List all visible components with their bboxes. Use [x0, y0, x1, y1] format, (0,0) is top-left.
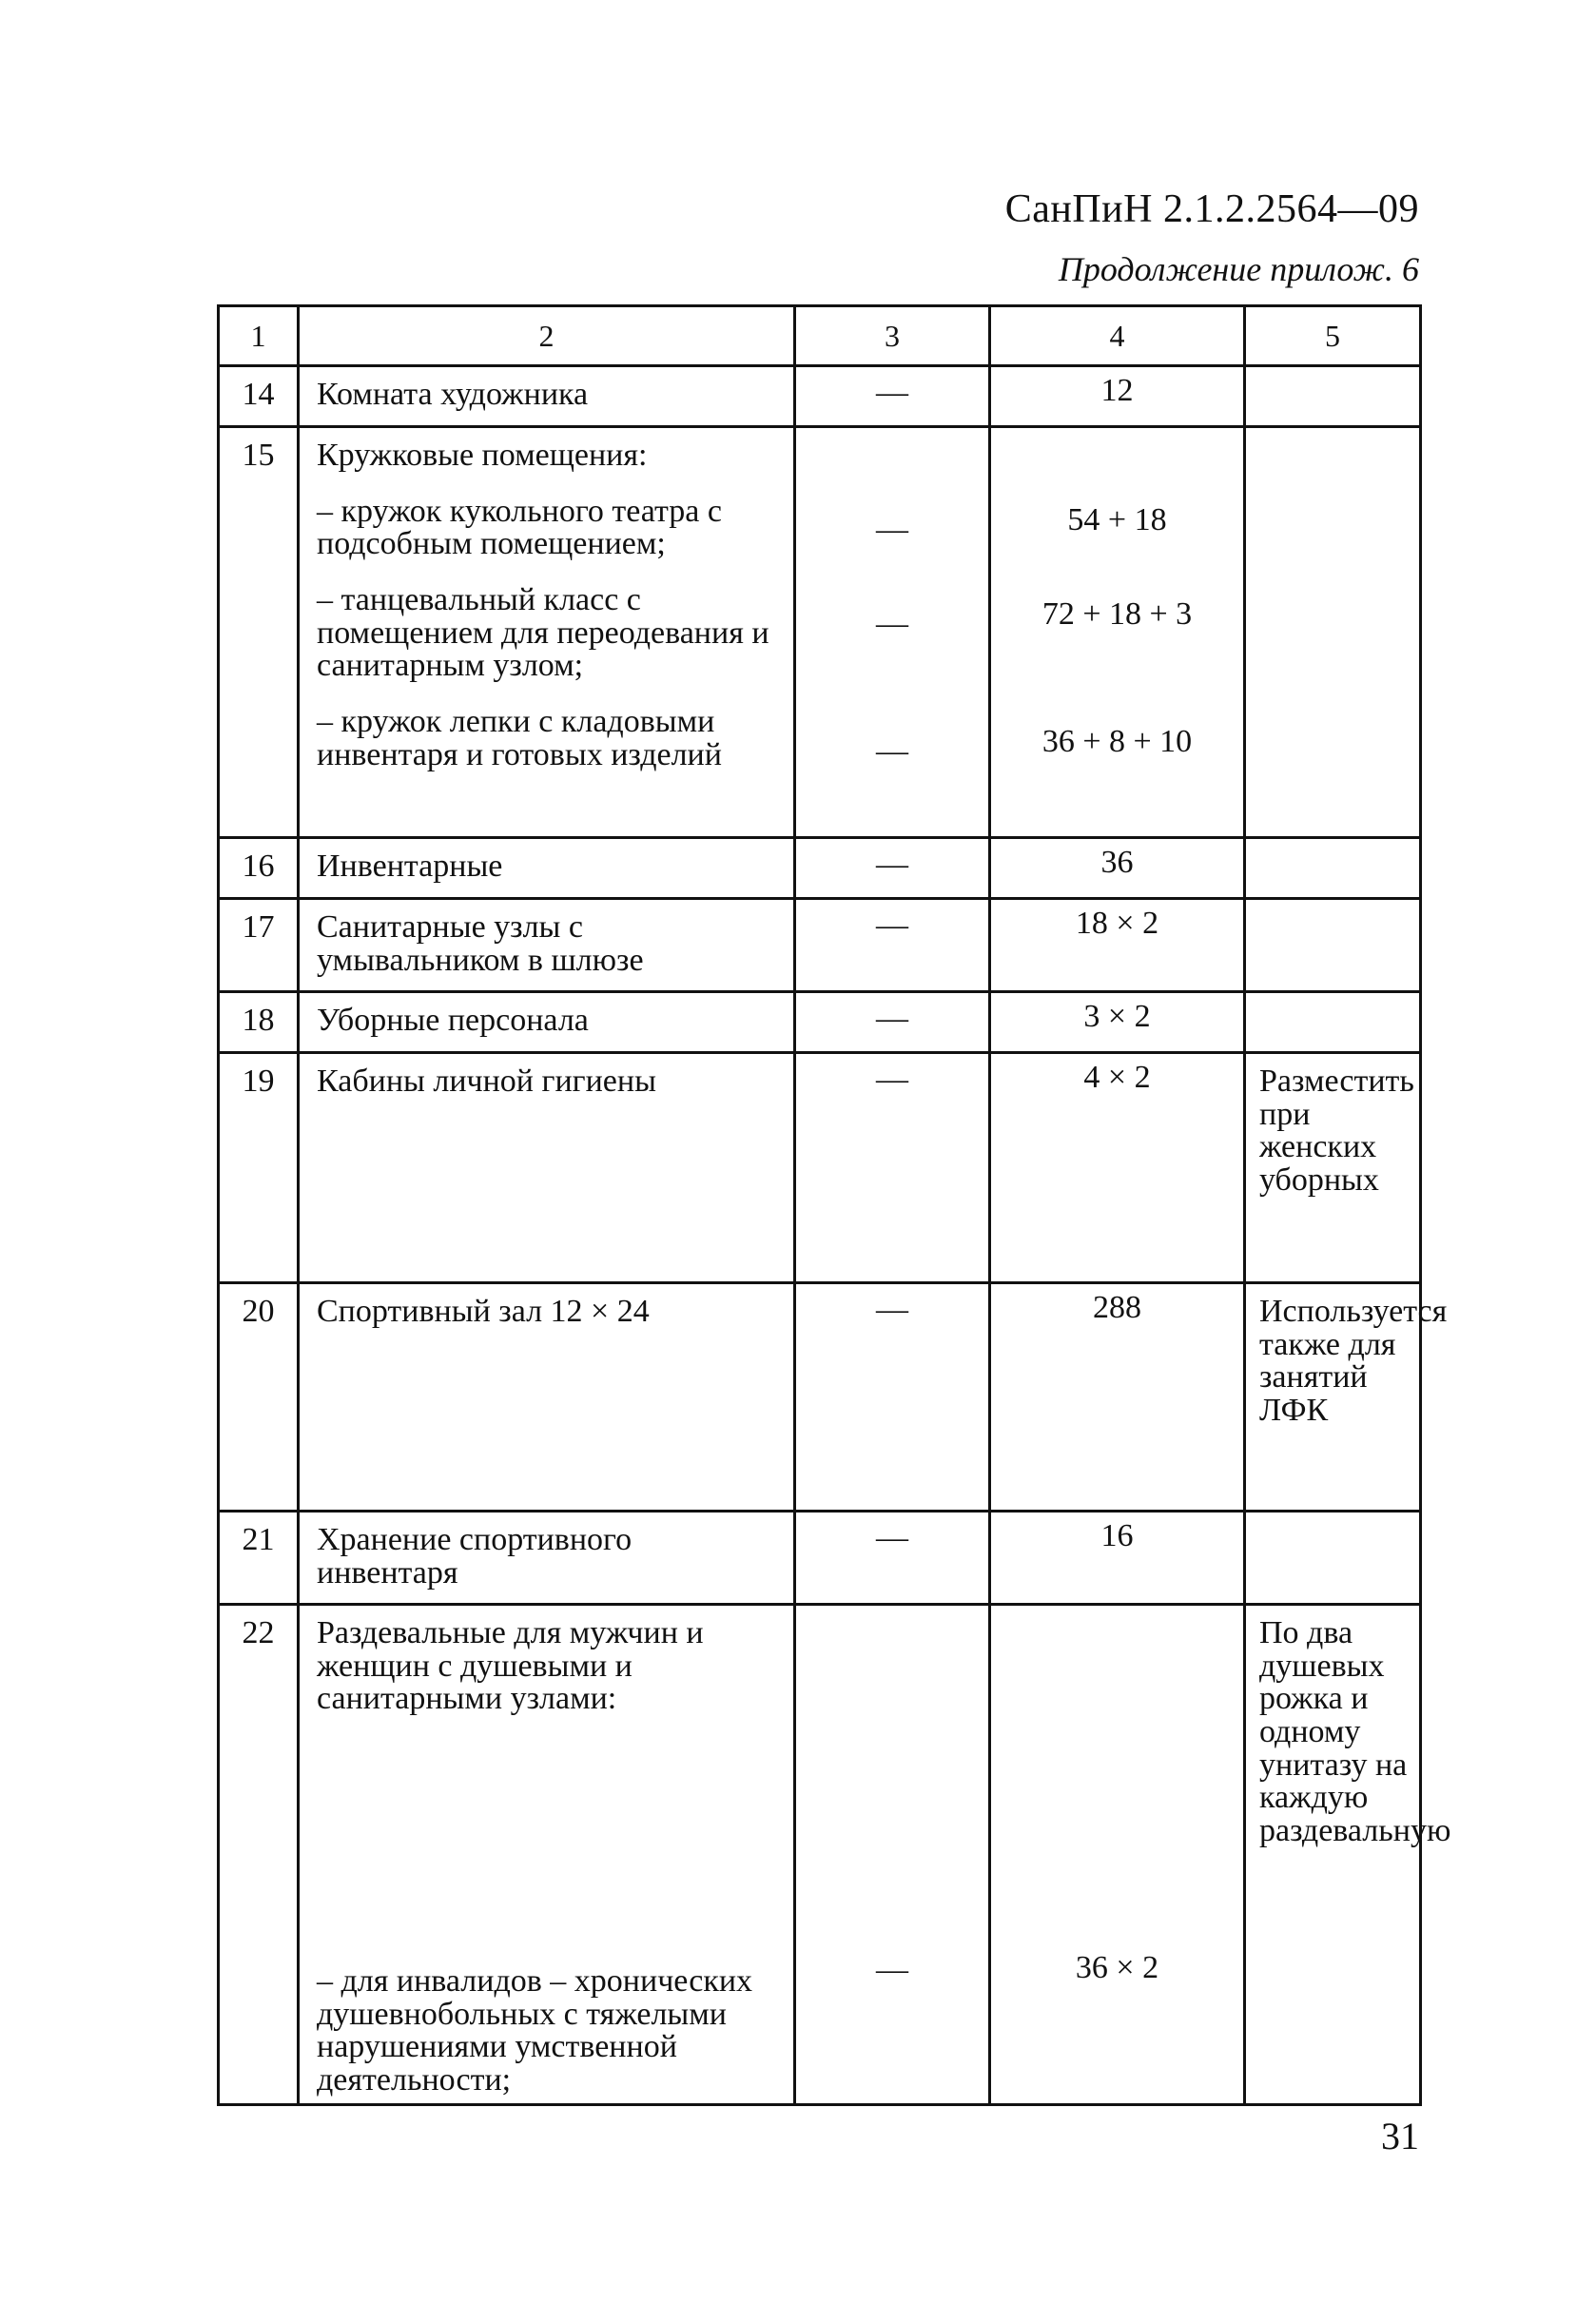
- row-number: 21: [219, 1512, 299, 1605]
- column-number: 2: [299, 306, 795, 366]
- row-col3: —: [795, 838, 990, 899]
- row-area: 3 × 2: [990, 992, 1245, 1053]
- row-area: 12: [990, 366, 1245, 427]
- column-number: 5: [1245, 306, 1421, 366]
- row-name-group: [299, 427, 795, 838]
- row-note: [1245, 899, 1421, 992]
- row-area: 16: [990, 1512, 1245, 1605]
- column-number-row: [219, 306, 1421, 366]
- row-name: Раздевальные для мужчин и женщин с душевыми и санитарными узлами:: [317, 1615, 704, 1717]
- row-name: Комната художника: [299, 366, 795, 427]
- sub-item: – кружок кукольного театра с подсобным помещением;: [317, 493, 722, 562]
- sub-col3: —: [876, 1952, 908, 1987]
- row-col3: —: [795, 992, 990, 1053]
- sub-col3: —: [876, 605, 908, 641]
- sub-item: – кружок лепки с кладовыми инвентаря и готовых изделий: [317, 704, 722, 772]
- row-area-group: [990, 427, 1245, 838]
- row-number: 14: [219, 366, 299, 427]
- row-number: 20: [219, 1283, 299, 1512]
- row-area: 288: [990, 1283, 1245, 1512]
- table-row: [219, 1605, 1421, 2105]
- table-row: [219, 366, 1421, 427]
- sub-col3: —: [876, 733, 908, 770]
- row-col3-group: [795, 1605, 990, 2105]
- row-area: 4 × 2: [990, 1053, 1245, 1283]
- row-note: [1245, 427, 1421, 838]
- page-number: 31: [1381, 2115, 1419, 2157]
- column-number: 4: [990, 306, 1245, 366]
- row-note: [1245, 1512, 1421, 1605]
- sub-area: 54 + 18: [1067, 502, 1167, 537]
- row-note: [1245, 838, 1421, 899]
- row-name: Спортивный зал 12 × 24: [299, 1283, 795, 1512]
- sub-item: – для инвалидов – хронических душевнобольных с тяжелыми нарушениями умственной деятельности;: [317, 1963, 753, 2098]
- table-row: [219, 992, 1421, 1053]
- row-name: Уборные персонала: [299, 992, 795, 1053]
- table-row: [219, 427, 1421, 838]
- continuation-label: Продолжение прилож. 6: [1058, 250, 1419, 288]
- column-number: 1: [219, 306, 299, 366]
- row-col3: —: [795, 1053, 990, 1283]
- row-col3: —: [795, 1512, 990, 1605]
- row-col3: —: [795, 899, 990, 992]
- table-row: [219, 1283, 1421, 1512]
- sub-col3: —: [876, 512, 908, 547]
- row-number: 19: [219, 1053, 299, 1283]
- table-row: [219, 838, 1421, 899]
- row-number: 18: [219, 992, 299, 1053]
- row-name: Хранение спортивного инвентаря: [299, 1512, 795, 1605]
- row-name-group: [299, 1605, 795, 2105]
- row-note: [1245, 366, 1421, 427]
- row-number: 17: [219, 899, 299, 992]
- sub-area: 36 + 8 + 10: [1041, 724, 1193, 760]
- row-area: 18 × 2: [990, 899, 1245, 992]
- row-number: 15: [219, 427, 299, 838]
- row-name: Кружковые помещения:: [317, 438, 648, 473]
- row-col3: —: [795, 1283, 990, 1512]
- row-note: [1245, 992, 1421, 1053]
- row-col3-group: [795, 427, 990, 838]
- table-row: [219, 899, 1421, 992]
- sub-item: – танцевальный класс с помещением для переодевания и санитарным узлом;: [317, 582, 769, 684]
- row-name: Инвентарные: [299, 838, 795, 899]
- row-note: Используется также для занятий ЛФК: [1245, 1283, 1421, 1512]
- row-number: 22: [219, 1605, 299, 2105]
- row-note: Разместить при женских уборных: [1245, 1053, 1421, 1283]
- sub-area: 36 × 2: [1075, 1950, 1159, 1985]
- row-area: 36: [990, 838, 1245, 899]
- premises-table: [217, 304, 1451, 2106]
- column-number: 3: [795, 306, 990, 366]
- table-row: [219, 1053, 1421, 1283]
- sub-area: 72 + 18 + 3: [1041, 595, 1193, 632]
- row-name: Кабины личной гигиены: [299, 1053, 795, 1283]
- document-code: СанПиН 2.1.2.2564—09: [1004, 187, 1419, 231]
- row-area-group: [990, 1605, 1245, 2105]
- row-note: По два душевых рожка и одному унитазу на каждую раздевальную: [1245, 1605, 1421, 2105]
- row-col3: —: [795, 366, 990, 427]
- table-row: [219, 1512, 1421, 1605]
- row-name: Санитарные узлы с умывальником в шлюзе: [299, 899, 795, 992]
- row-number: 16: [219, 838, 299, 899]
